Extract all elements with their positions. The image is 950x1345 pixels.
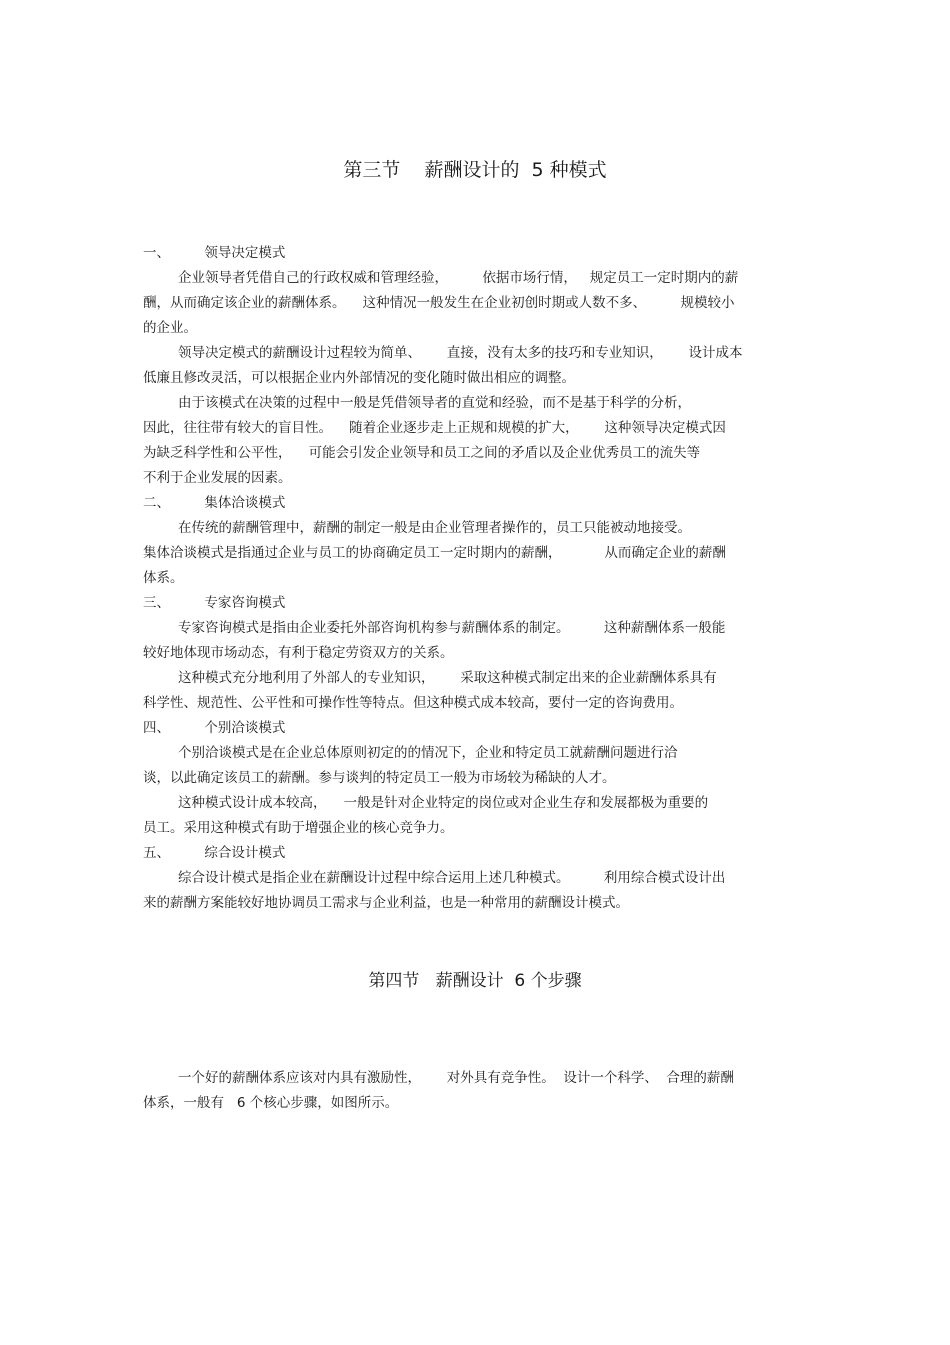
paragraph-line: 集体洽谈模式是指通过企业与员工的协商确定员工一定时期内的薪酬， 从而确定企业的薪酬 [143, 545, 726, 561]
paragraph-line: 企业领导者凭借自己的行政权威和管理经验， 依据市场行情， 规定员工一定时期内的薪 [178, 270, 739, 286]
paragraph-line: 在传统的薪酬管理中，薪酬的制定一般是由企业管理者操作的，员工只能被动地接受。 [178, 520, 691, 536]
paragraph-line: 一个好的薪酬体系应该对内具有激励性， 对外具有竞争性。 设计一个科学、 合理的薪酬 [178, 1070, 734, 1086]
paragraph-line: 员工。采用这种模式有助于增强企业的核心竞争力。 [143, 820, 454, 836]
paragraph-line: 来的薪酬方案能较好地协调员工需求与企业利益，也是一种常用的薪酬设计模式。 [143, 895, 629, 911]
paragraph-line: 由于该模式在决策的过程中一般是凭借领导者的直觉和经验，而不是基于科学的分析， [178, 395, 691, 411]
paragraph-line: 领导决定模式的薪酬设计过程较为简单、 直接，没有太多的技巧和专业知识， 设计成本 [178, 345, 743, 361]
paragraph-line: 为缺乏科学性和公平性， 可能会引发企业领导和员工之间的矛盾以及企业优秀员工的流失等 [143, 445, 701, 461]
paragraph-line: 专家咨询模式是指由企业委托外部咨询机构参与薪酬体系的制定。 这种薪酬体系一般能 [178, 620, 726, 636]
section-4-title: 第四节 薪酬设计 6 个步骤 [368, 971, 582, 991]
paragraph-line: 低廉且修改灵活，可以根据企业内外部情况的变化随时做出相应的调整。 [143, 370, 575, 386]
section-3-heading-1: 一、 领导决定模式 [143, 245, 286, 261]
paragraph-line: 这种模式充分地利用了外部人的专业知识， 采取这种模式制定出来的企业薪酬体系具有 [178, 670, 717, 686]
paragraph-line: 因此，往往带有较大的盲目性。 随着企业逐步走上正规和规模的扩大， 这种领导决定模式因 [143, 420, 726, 436]
paragraph-line: 谈，以此确定该员工的薪酬。参与谈判的特定员工一般为市场较为稀缺的人才。 [143, 770, 616, 786]
section-3-heading-3: 三、 专家咨询模式 [143, 595, 286, 611]
paragraph-line: 这种模式设计成本较高， 一般是针对企业特定的岗位或对企业生存和发展都极为重要的 [178, 795, 709, 811]
section-3-heading-2: 二、 集体洽谈模式 [143, 495, 286, 511]
paragraph-line: 个别洽谈模式是在企业总体原则初定的的情况下，企业和特定员工就薪酬问题进行洽 [178, 745, 678, 761]
paragraph-line: 不利于企业发展的因素。 [143, 470, 292, 486]
section-3-title: 第三节 薪酬设计的 5 种模式 [343, 159, 607, 181]
paragraph-line: 酬，从而确定该企业的薪酬体系。 这种情况一般发生在企业初创时期或人数不多、 规模较小 [143, 295, 735, 311]
section-3-heading-5: 五、 综合设计模式 [143, 845, 286, 861]
paragraph-line: 科学性、规范性、公平性和可操作性等特点。但这种模式成本较高，要付一定的咨询费用。 [143, 695, 683, 711]
paragraph-line: 体系，一般有 6 个核心步骤，如图所示。 [143, 1095, 399, 1111]
paragraph-line: 的企业。 [143, 320, 197, 336]
paragraph-line: 综合设计模式是指企业在薪酬设计过程中综合运用上述几种模式。 利用综合模式设计出 [178, 870, 726, 886]
paragraph-line: 较好地体现市场动态，有利于稳定劳资双方的关系。 [143, 645, 454, 661]
section-3-heading-4: 四、 个别洽谈模式 [143, 720, 286, 736]
paragraph-line: 体系。 [143, 570, 184, 586]
